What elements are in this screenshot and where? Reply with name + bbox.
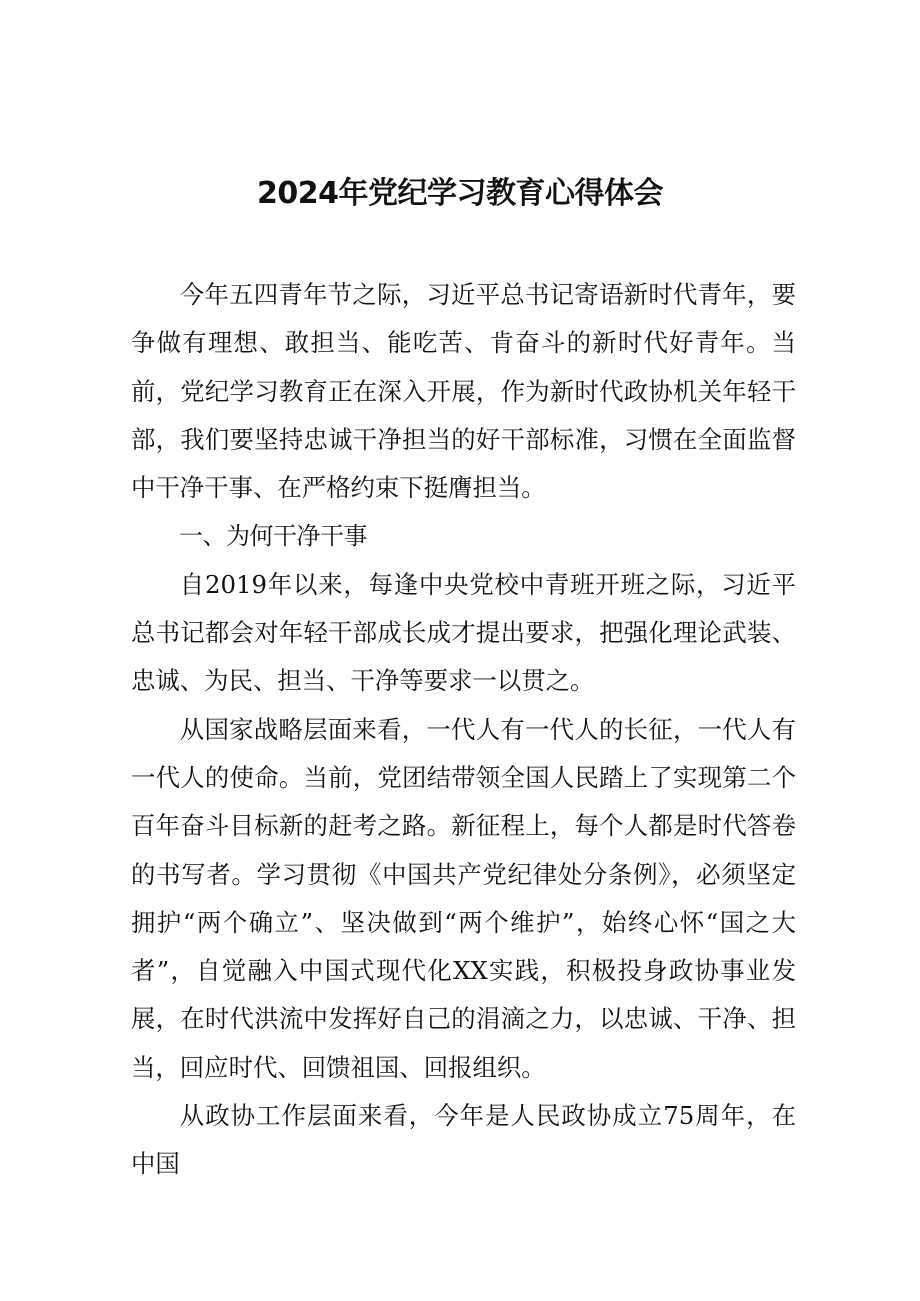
paragraph-3: 从国家战略层面来看，一代人有一代人的长征，一代人有一代人的使命。当前，党团结带领全国人民踏上了实现第二个百年奋斗目标新的赶考之路。新征程上，每个人都是时代答卷的书写者。学习贯彻《中国共产党纪律处分条例》，必须坚定拥护“两个确立”、坚决做到“两个维护”，始终心怀“国之大者”，自觉融入中国式现代化XX实践，积极投身政协事业发展，在时代洪流中发挥好自己的涓滴之力，以忠诚、干净、担当，回应时代、回馈祖国、回报组织。	[131, 714, 796, 1082]
paragraph-4: 从政协工作层面来看，今年是人民政协成立75周年，在中国	[131, 1101, 796, 1179]
section-heading-1: 一、为何干净干事	[179, 522, 367, 551]
paragraph-2: 自2019年以来，每逢中央党校中青班开班之际，习近平总书记都会对年轻干部成长成才提出要求，把强化理论武装、忠诚、为民、担当、干净等要求一以贯之。	[131, 569, 796, 696]
document-title: 2024年党纪学习教育心得体会	[257, 176, 663, 211]
paragraph-intro: 今年五四青年节之际，习近平总书记寄语新时代青年，要争做有理想、敢担当、能吃苦、肯奋斗的新时代好青年。当前，党纪学习教育正在深入开展，作为新时代政协机关年轻干部，我们要坚持忠诚干净担当的好干部标准，习惯在全面监督中干净干事、在严格约束下挺膺担当。	[131, 280, 796, 503]
document-body	[131, 271, 796, 1189]
